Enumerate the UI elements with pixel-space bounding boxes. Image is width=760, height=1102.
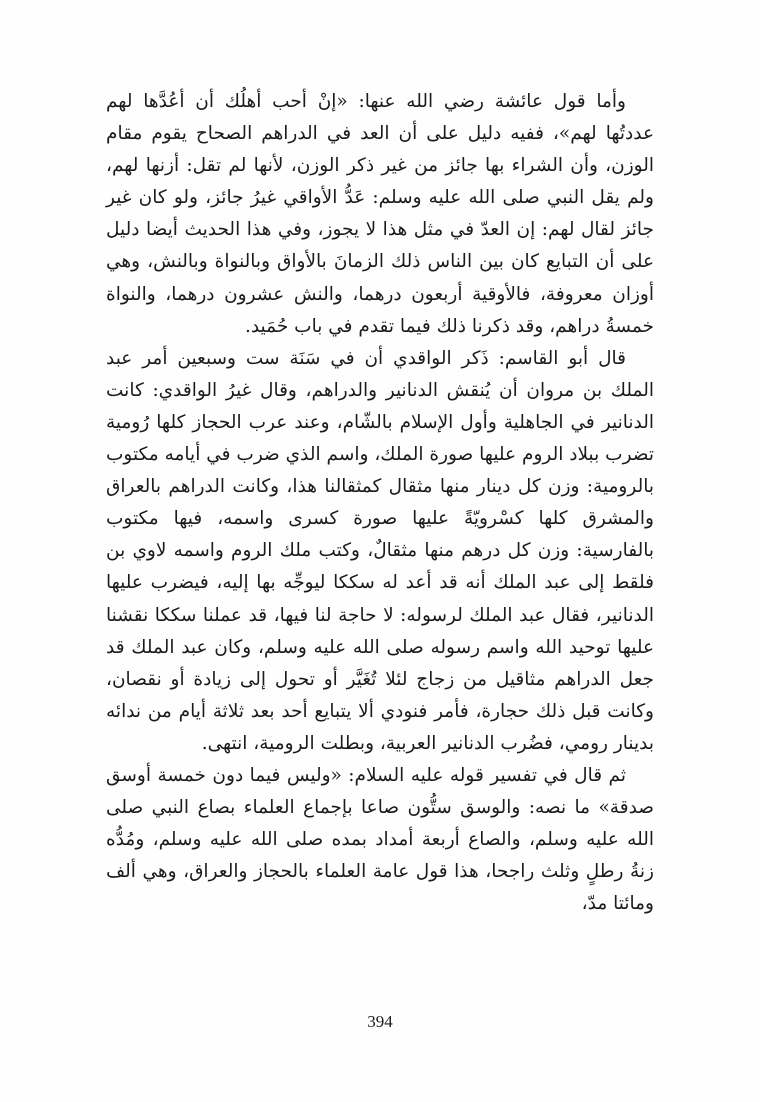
page-number: 394 xyxy=(367,1012,393,1031)
paragraph-aisha-hadith: وأما قول عائشة رضي الله عنها: «إنْ أحب أهلُك أن أعُدَّها لهم عددتُها لهم»، ففيه دليل على أن العد في الدراهم الصحاح يقوم مقام الوزن، وأن الشراء بها جائز من غير ذكر الوزن، لأنها لم تقل: أزنها لهم، ولم يقل النبي صلى الله عليه وسلم: عَدُّ الأواقي غيرُ جائز، ولو كان غير جائز لقال لهم: إن العدّ في مثل هذا لا يجوز، وفي هذا الحديث أيضا دليل على أن التبايع كان بين الناس ذلك الزمانَ بالأواق وبالنواة وبالنش، وهي أوزان معروفة، فالأوقية أربعون درهما، والنش عشرون درهما، والنواة خمسةُ دراهم، وقد ذكرنا ذلك فيما تقدم في باب حُمَيد. xyxy=(106,91,654,337)
paragraph-wasq-tafsir: ثم قال في تفسير قوله عليه السلام: «وليس فيما دون خمسة أوسق صدقة» ما نصه: والوسق ستُّون صاعا بإجماع العلماء بصاع النبي صلى الله عليه وسلم، والصاع أربعة أمداد بمده صلى الله عليه وسلم، ومُدُّه زنةُ رطلٍ وثلث راجحا، هذا قول عامة العلماء بالحجاز والعراق، وهي ألف ومائتا مدّ، xyxy=(106,764,654,915)
body-text xyxy=(106,86,654,920)
paragraph-abu-alqasim: قال أبو القاسم: ذَكر الواقدي أن في سَنَة ست وسبعين أمر عبد الملك بن مروان أن يُنقش الدنانير والدراهم، وقال غيرُ الواقدي: كانت الدنانير في الجاهلية وأول الإسلام بالشّام، وعند عرب الحجاز كلها رُومية تضرب ببلاد الروم عليها صورة الملك، واسم الذي ضرب في أيامه مكتوب بالرومية: وزن كل دينار منها مثقال كمثقالنا هذا، وكانت الدراهم بالعراق والمشرق كلها كسْرويّةً عليها صورة كسرى واسمه، فيها مكتوب بالفارسية: وزن كل درهم منها مثقالٌ، وكتب ملك الروم واسمه لاوي بن فلقط إلى عبد الملك أنه قد أعد له سككا ليوجِّه بها إليه، فيضرب عليها الدنانير، فقال عبد الملك لرسوله: لا حاجة لنا فيها، قد عملنا سككا نقشنا عليها توحيد الله واسم رسوله صلى الله عليه وسلم، وكان عبد الملك قد جعل الدراهم مثاقيل من زجاج لئلا تُغَيَّر أو تحول إلى زيادة أو نقصان، وكانت قبل ذلك حجارة، فأمر فنودي ألا يتبايع أحد بعد ثلاثة أيام من ندائه بدينار رومي، فضُرب الدنانير العربية، وبطلت الرومية، انتهى. xyxy=(106,347,654,754)
